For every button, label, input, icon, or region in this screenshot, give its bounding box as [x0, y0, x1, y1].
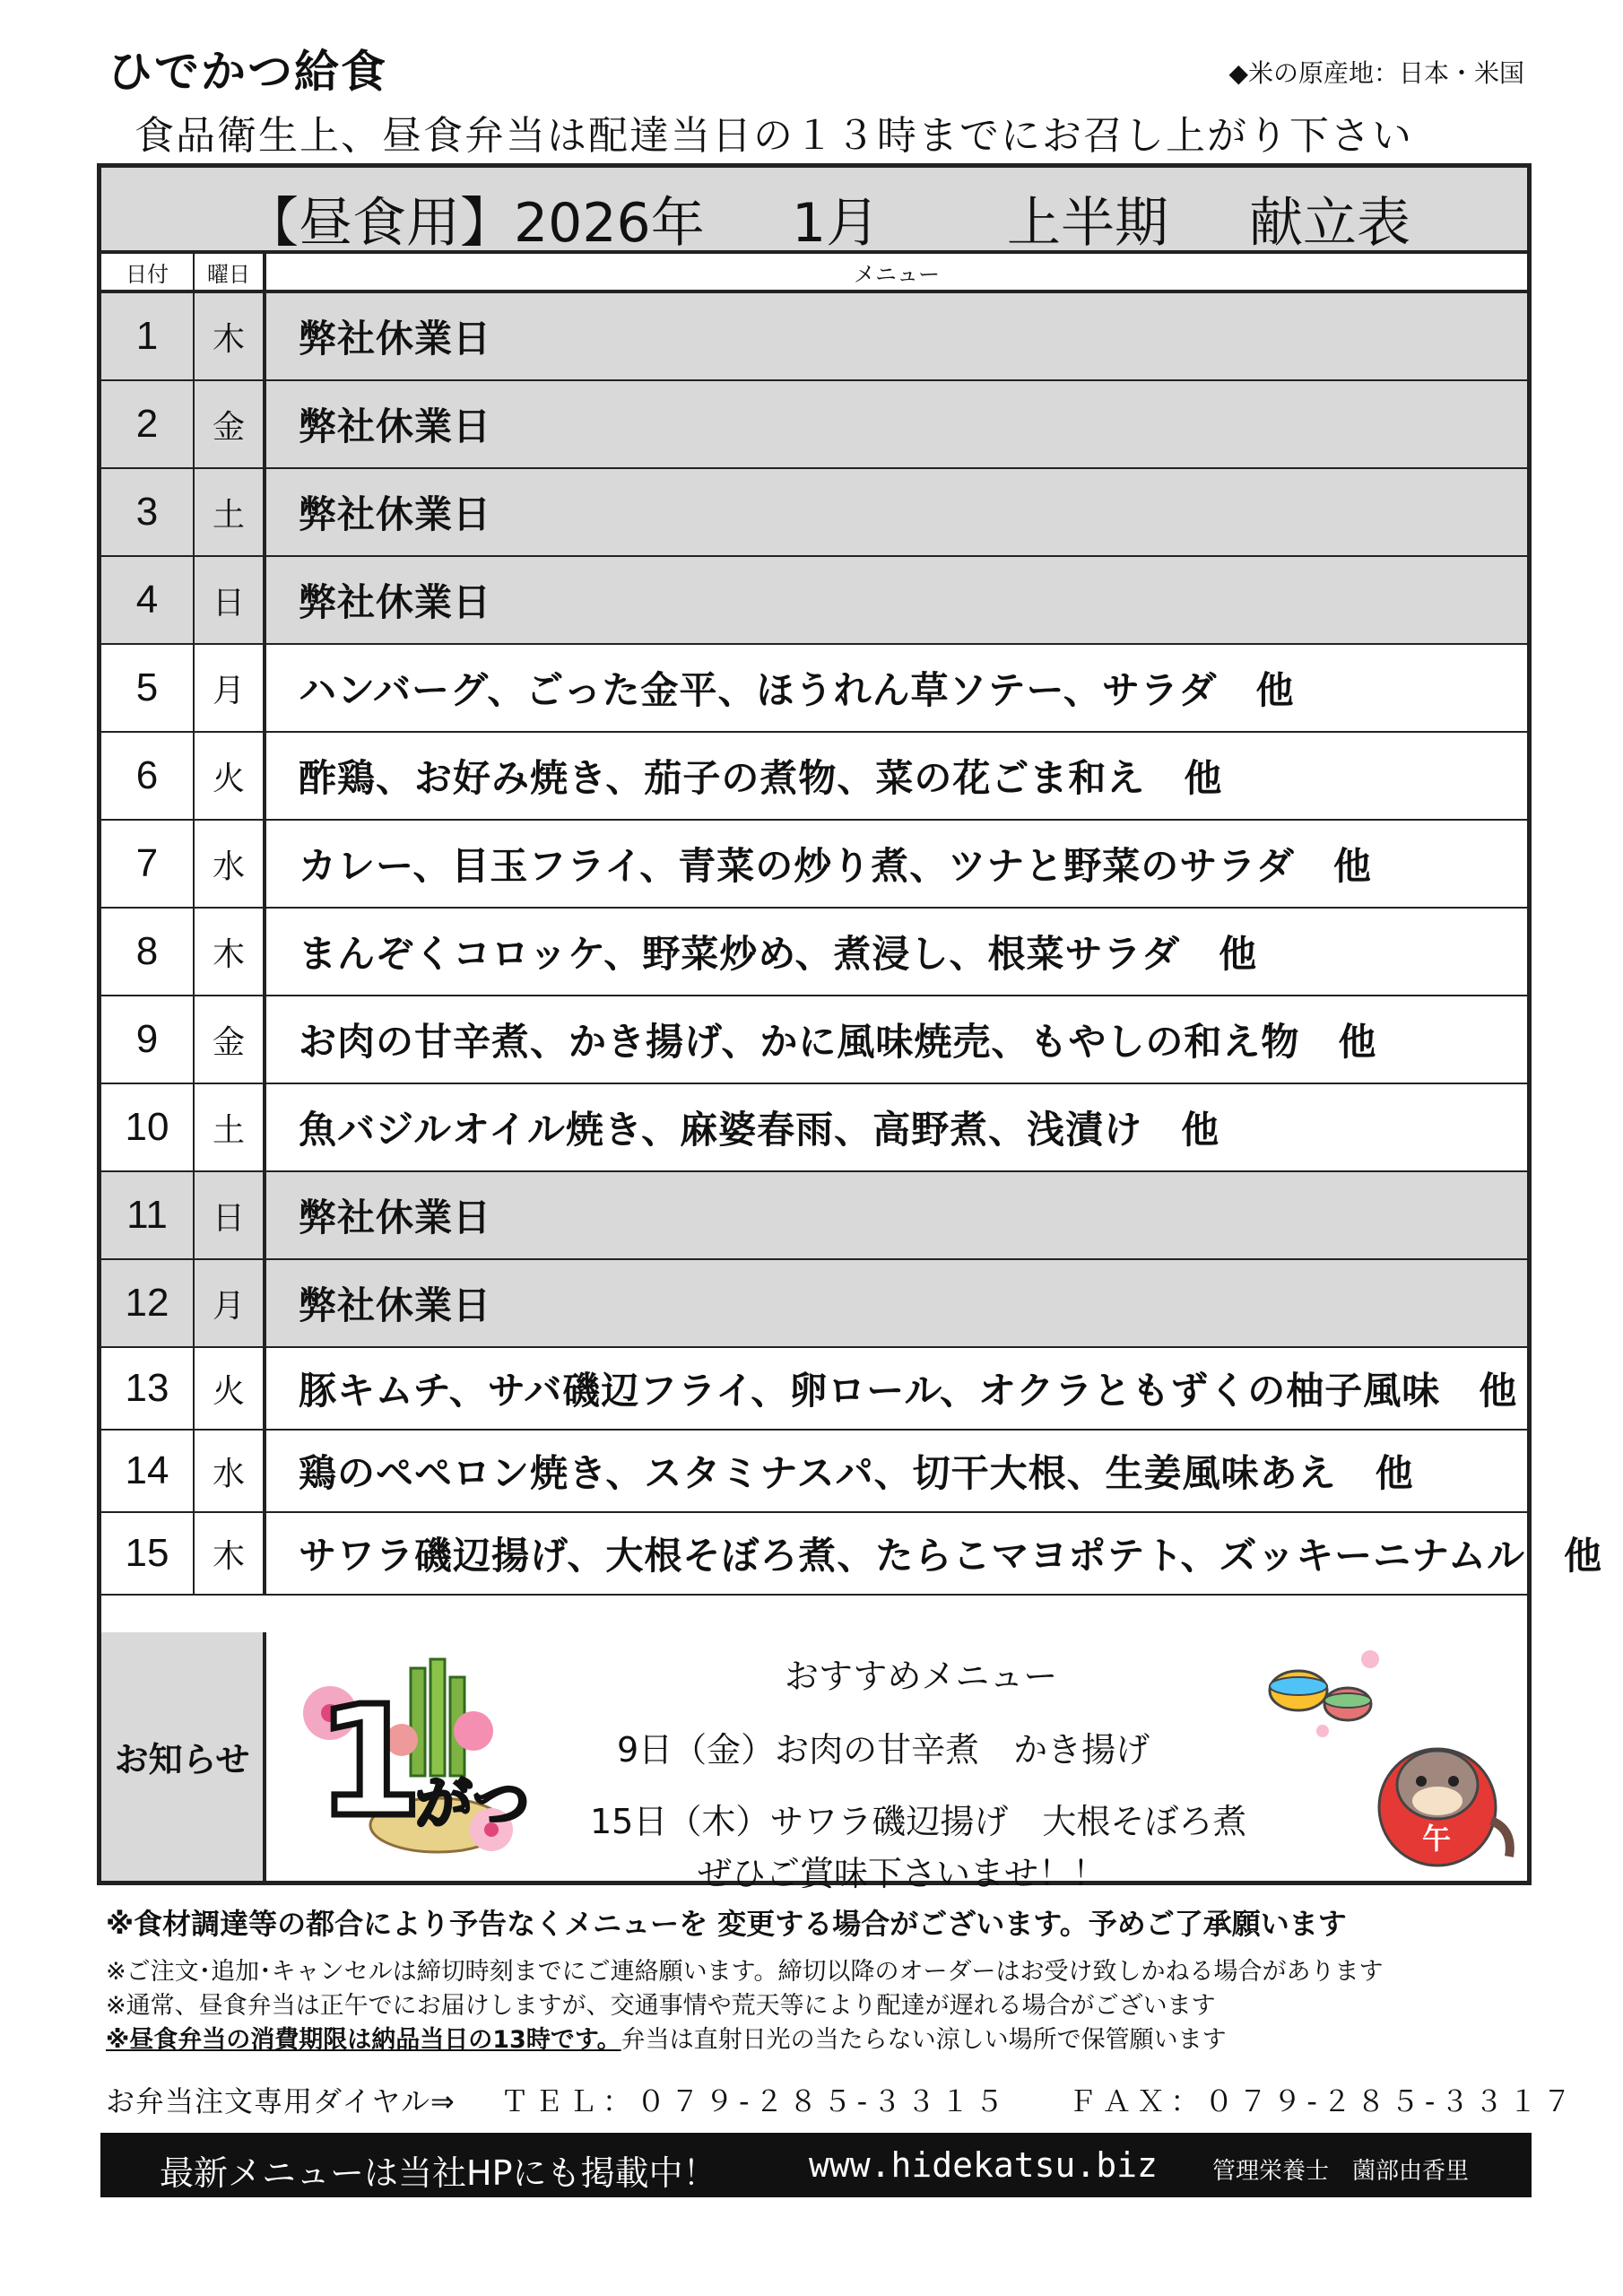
order-dial [106, 2079, 1623, 2120]
row-weekday: 土 [195, 469, 266, 555]
remark-delivery: ※通常、昼食弁当は正午でにお届けしますが、交通事情や荒天等により配達が遅れる場合がございます [106, 1992, 1216, 2020]
row-date: 1 [101, 293, 195, 379]
row-date: 7 [101, 821, 195, 907]
row-weekday: 水 [195, 1431, 266, 1511]
row-weekday: 土 [195, 1084, 266, 1170]
footer-bar [100, 2133, 1532, 2197]
menu-row [101, 909, 1527, 996]
row-menu: カレー、目玉フライ、青菜の炒り煮、ツナと野菜のサラダ 他 [299, 844, 1372, 888]
menu-column-header: メニュー [854, 261, 940, 287]
remark-expiry [106, 2023, 1383, 2057]
row-menu: 酢鶏、お好み焼き、茄子の煮物、菜の花ごま和え 他 [299, 756, 1223, 800]
row-date: 5 [101, 645, 195, 731]
row-date: 13 [101, 1348, 195, 1429]
remark-expiry-bold: ※昼食弁当の消費期限は納品当日の13時です。 [106, 2026, 621, 2054]
fax-number[interactable]: ＦＡＸ：０７９-２８５-３３１７ [1068, 2084, 1577, 2118]
menu-row [101, 645, 1527, 733]
menu-row [101, 1084, 1527, 1172]
row-date: 11 [101, 1172, 195, 1258]
website-link[interactable]: www.hidekatsu.biz [809, 2145, 1158, 2185]
row-weekday: 火 [195, 733, 266, 819]
table-title-bar [101, 168, 1527, 254]
recommend-item: 9日（金）お肉の甘辛煮 かき揚げ [617, 1730, 1150, 1770]
recommend-closing: ぜひご賞味下さいませ！！ [698, 1854, 1107, 1893]
title-period: 上半期 [1007, 192, 1168, 255]
row-menu: 弊社休業日 [299, 1283, 492, 1327]
column-header [101, 254, 1527, 293]
row-menu: 弊社休業日 [299, 492, 492, 536]
menu-row [101, 381, 1527, 469]
menu-row [101, 1172, 1527, 1260]
row-menu: 鶏のペペロン焼き、スタミナスパ、切干大根、生姜風味あえ 他 [299, 1451, 1414, 1495]
row-date: 12 [101, 1260, 195, 1346]
row-menu: 弊社休業日 [299, 404, 492, 448]
menu-row [101, 293, 1527, 381]
title-month: 1月 [792, 192, 881, 255]
weekday-column-header: 曜日 [195, 254, 266, 290]
row-weekday: 日 [195, 557, 266, 643]
hygiene-notice: 食品衛生上、昼食弁当は配達当日の１３時までにお召し上がり下さい [135, 113, 1413, 159]
recommend-heading: おすすめメニュー [785, 1657, 1058, 1696]
row-date: 8 [101, 909, 195, 995]
menu-row [101, 821, 1527, 909]
row-weekday: 月 [195, 645, 266, 731]
menu-row [101, 469, 1527, 557]
oshirase-section [101, 1632, 1527, 1893]
month-badge-suffix: がつ [415, 1771, 530, 1838]
row-date: 15 [101, 1513, 195, 1594]
tel-number[interactable]: ＴＥＬ：０７９-２８５-３３１５ [500, 2084, 1010, 2118]
row-weekday: 金 [195, 381, 266, 467]
month-badge-number: 1 [317, 1674, 423, 1851]
row-weekday: 木 [195, 293, 266, 379]
rice-origin-note: ◆米の原産地：日本・米国 [1228, 58, 1524, 88]
title-name: 献立表 [1249, 192, 1410, 255]
date-column-header: 日付 [101, 254, 195, 290]
row-weekday: 日 [195, 1172, 266, 1258]
row-menu: 豚キムチ、サバ磯辺フライ、卵ロール、オクラともずくの柚子風味 他 [299, 1369, 1518, 1413]
row-weekday: 木 [195, 1513, 266, 1594]
row-weekday: 木 [195, 909, 266, 995]
hp-notice: 最新メニューは当社HPにも掲載中！ [160, 2153, 717, 2193]
menu-row [101, 1431, 1527, 1513]
menu-row [101, 1513, 1603, 1596]
row-weekday: 火 [195, 1348, 266, 1429]
recommend-item: 15日（木）サワラ磯辺揚げ 大根そぼろ煮 [590, 1802, 1247, 1841]
row-menu: ハンバーグ、ごった金平、ほうれん草ソテー、サラダ 他 [299, 668, 1295, 712]
remarks [106, 1901, 1383, 2057]
brand-title: ひでかつ給食 [108, 45, 387, 98]
menu-row [101, 557, 1527, 645]
menu-row [101, 1260, 1527, 1348]
row-menu: お肉の甘辛煮、かき揚げ、かに風味焼売、もやしの和え物 他 [299, 1020, 1377, 1064]
row-date: 14 [101, 1431, 195, 1511]
row-menu: まんぞくコロッケ、野菜炒め、煮浸し、根菜サラダ 他 [299, 932, 1258, 976]
menu-row [101, 733, 1527, 821]
row-menu: 弊社休業日 [299, 317, 492, 361]
row-menu: 魚バジルオイル焼き、麻婆春雨、高野煮、浅漬け 他 [299, 1108, 1220, 1152]
remark-expiry-rest: 弁当は直射日光の当たらない涼しい場所で保管願います [621, 2026, 1227, 2054]
menu-row [101, 1348, 1527, 1431]
row-weekday: 月 [195, 1260, 266, 1346]
remark-change-notice: ※食材調達等の都合により予告なくメニューを 変更する場合がございます。予めご了承願います [106, 1907, 1347, 1941]
row-date: 10 [101, 1084, 195, 1170]
dietitian-credit: 管理栄養士 薗部由香里 [1212, 2158, 1470, 2185]
koma-top-icon [1258, 1641, 1384, 1740]
menu-table [97, 163, 1603, 1893]
remark-order: ※ご注文･追加･キャンセルは締切時刻までにご連絡願います。締切以降のオーダーはお受け致しかねる場合があります [106, 1958, 1384, 1986]
row-date: 9 [101, 996, 195, 1083]
oshirase-label: お知らせ [101, 1632, 266, 1881]
menu-row [101, 996, 1527, 1084]
dial-label: お弁当注文専用ダイヤル⇒ [106, 2084, 456, 2118]
row-weekday: 金 [195, 996, 266, 1083]
row-menu: サワラ磯辺揚げ、大根そぼろ煮、たらこマヨポテト、ズッキーニナムル 他 [299, 1534, 1603, 1578]
daruma-text: 午 [1422, 1822, 1452, 1856]
row-date: 2 [101, 381, 195, 467]
title-label: 【昼食用】2026年 [245, 192, 705, 255]
row-date: 4 [101, 557, 195, 643]
row-date: 3 [101, 469, 195, 555]
row-menu: 弊社休業日 [299, 580, 492, 624]
row-weekday: 水 [195, 821, 266, 907]
row-menu: 弊社休業日 [299, 1196, 492, 1239]
row-date: 6 [101, 733, 195, 819]
